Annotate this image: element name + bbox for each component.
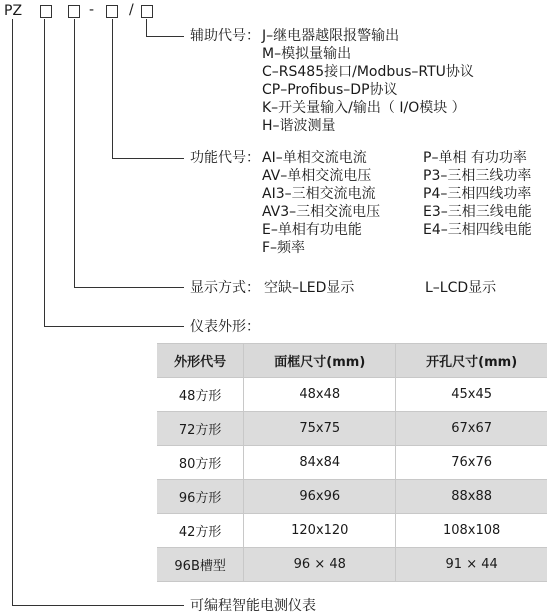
function-item: F–频率 (262, 240, 306, 256)
function-item: P3–三相三线功率 (423, 168, 532, 184)
header-shape-code: 外形代号 (157, 344, 244, 378)
function-item: AV–单相交流电压 (262, 168, 372, 184)
display-led-option: 空缺–LED显示 (264, 280, 355, 296)
table-row (157, 480, 547, 514)
shape-code-cell: 48方形 (157, 378, 244, 412)
code-dash: - (89, 2, 95, 18)
function-item: E4–三相四线电能 (423, 222, 532, 238)
shape-code-cell: 42方形 (157, 514, 244, 548)
code-box-4 (141, 5, 153, 18)
table-row (157, 514, 547, 548)
aux-item: J–继电器越限报警输出 (262, 28, 400, 44)
table-row (157, 412, 547, 446)
frame-size-cell: 96 × 48 (244, 548, 396, 582)
shape-code-cell: 72方形 (157, 412, 244, 446)
shape-label: 仪表外形： (190, 319, 260, 335)
cutout-size-cell: 91 × 44 (396, 548, 547, 582)
code-box-2 (68, 5, 80, 18)
header-frame-size: 面框尺寸(mm) (244, 344, 396, 378)
shape-code-cell: 96方形 (157, 480, 244, 514)
model-prefix: PZ (4, 3, 23, 19)
table-row (157, 548, 547, 582)
frame-size-cell: 48x48 (244, 378, 396, 412)
aux-code-list (262, 27, 474, 135)
aux-item: M–模拟量输出 (262, 46, 352, 62)
cutout-size-cell: 67x67 (396, 412, 547, 446)
function-item: P–单相 有功功率 (423, 150, 527, 166)
dimension-table (157, 343, 547, 582)
aux-item: H–谐波测量 (262, 118, 336, 134)
table-row (157, 378, 547, 412)
function-item: P4–三相四线功率 (423, 186, 532, 202)
cutout-size-cell: 88x88 (396, 480, 547, 514)
function-code-label: 功能代号： (190, 150, 260, 166)
display-lcd-option: L–LCD显示 (425, 280, 497, 296)
display-mode-label: 显示方式： (190, 280, 260, 296)
table-header-row (157, 344, 547, 378)
frame-size-cell: 120x120 (244, 514, 396, 548)
aux-item: K–开关量输入/输出（ I/O模块 ） (262, 100, 466, 116)
function-item: E–单相有功电能 (262, 222, 362, 238)
frame-size-cell: 96x96 (244, 480, 396, 514)
function-item: AI3–三相交流电流 (262, 186, 376, 202)
aux-item: C–RS485接口/Modbus–RTU协议 (262, 64, 474, 80)
code-box-3 (106, 5, 118, 18)
function-item: AV3–三相交流电压 (262, 204, 381, 220)
shape-code-cell: 96B槽型 (157, 548, 244, 582)
frame-size-cell: 84x84 (244, 446, 396, 480)
product-name-label: 可编程智能电测仪表 (190, 598, 316, 614)
aux-item: CP–Profibus–DP协议 (262, 82, 398, 98)
code-box-1 (40, 5, 52, 18)
cutout-size-cell: 108x108 (396, 514, 547, 548)
aux-code-label: 辅助代号： (190, 28, 260, 44)
code-slash: / (129, 2, 134, 18)
table-row (157, 446, 547, 480)
cutout-size-cell: 45x45 (396, 378, 547, 412)
function-code-list-right (423, 149, 532, 239)
function-item: AI–单相交流电流 (262, 150, 367, 166)
cutout-size-cell: 76x76 (396, 446, 547, 480)
function-item: E3–三相三线电能 (423, 204, 532, 220)
header-cutout-size: 开孔尺寸(mm) (396, 344, 547, 378)
frame-size-cell: 75x75 (244, 412, 396, 446)
shape-code-cell: 80方形 (157, 446, 244, 480)
function-code-list-left (262, 149, 380, 257)
